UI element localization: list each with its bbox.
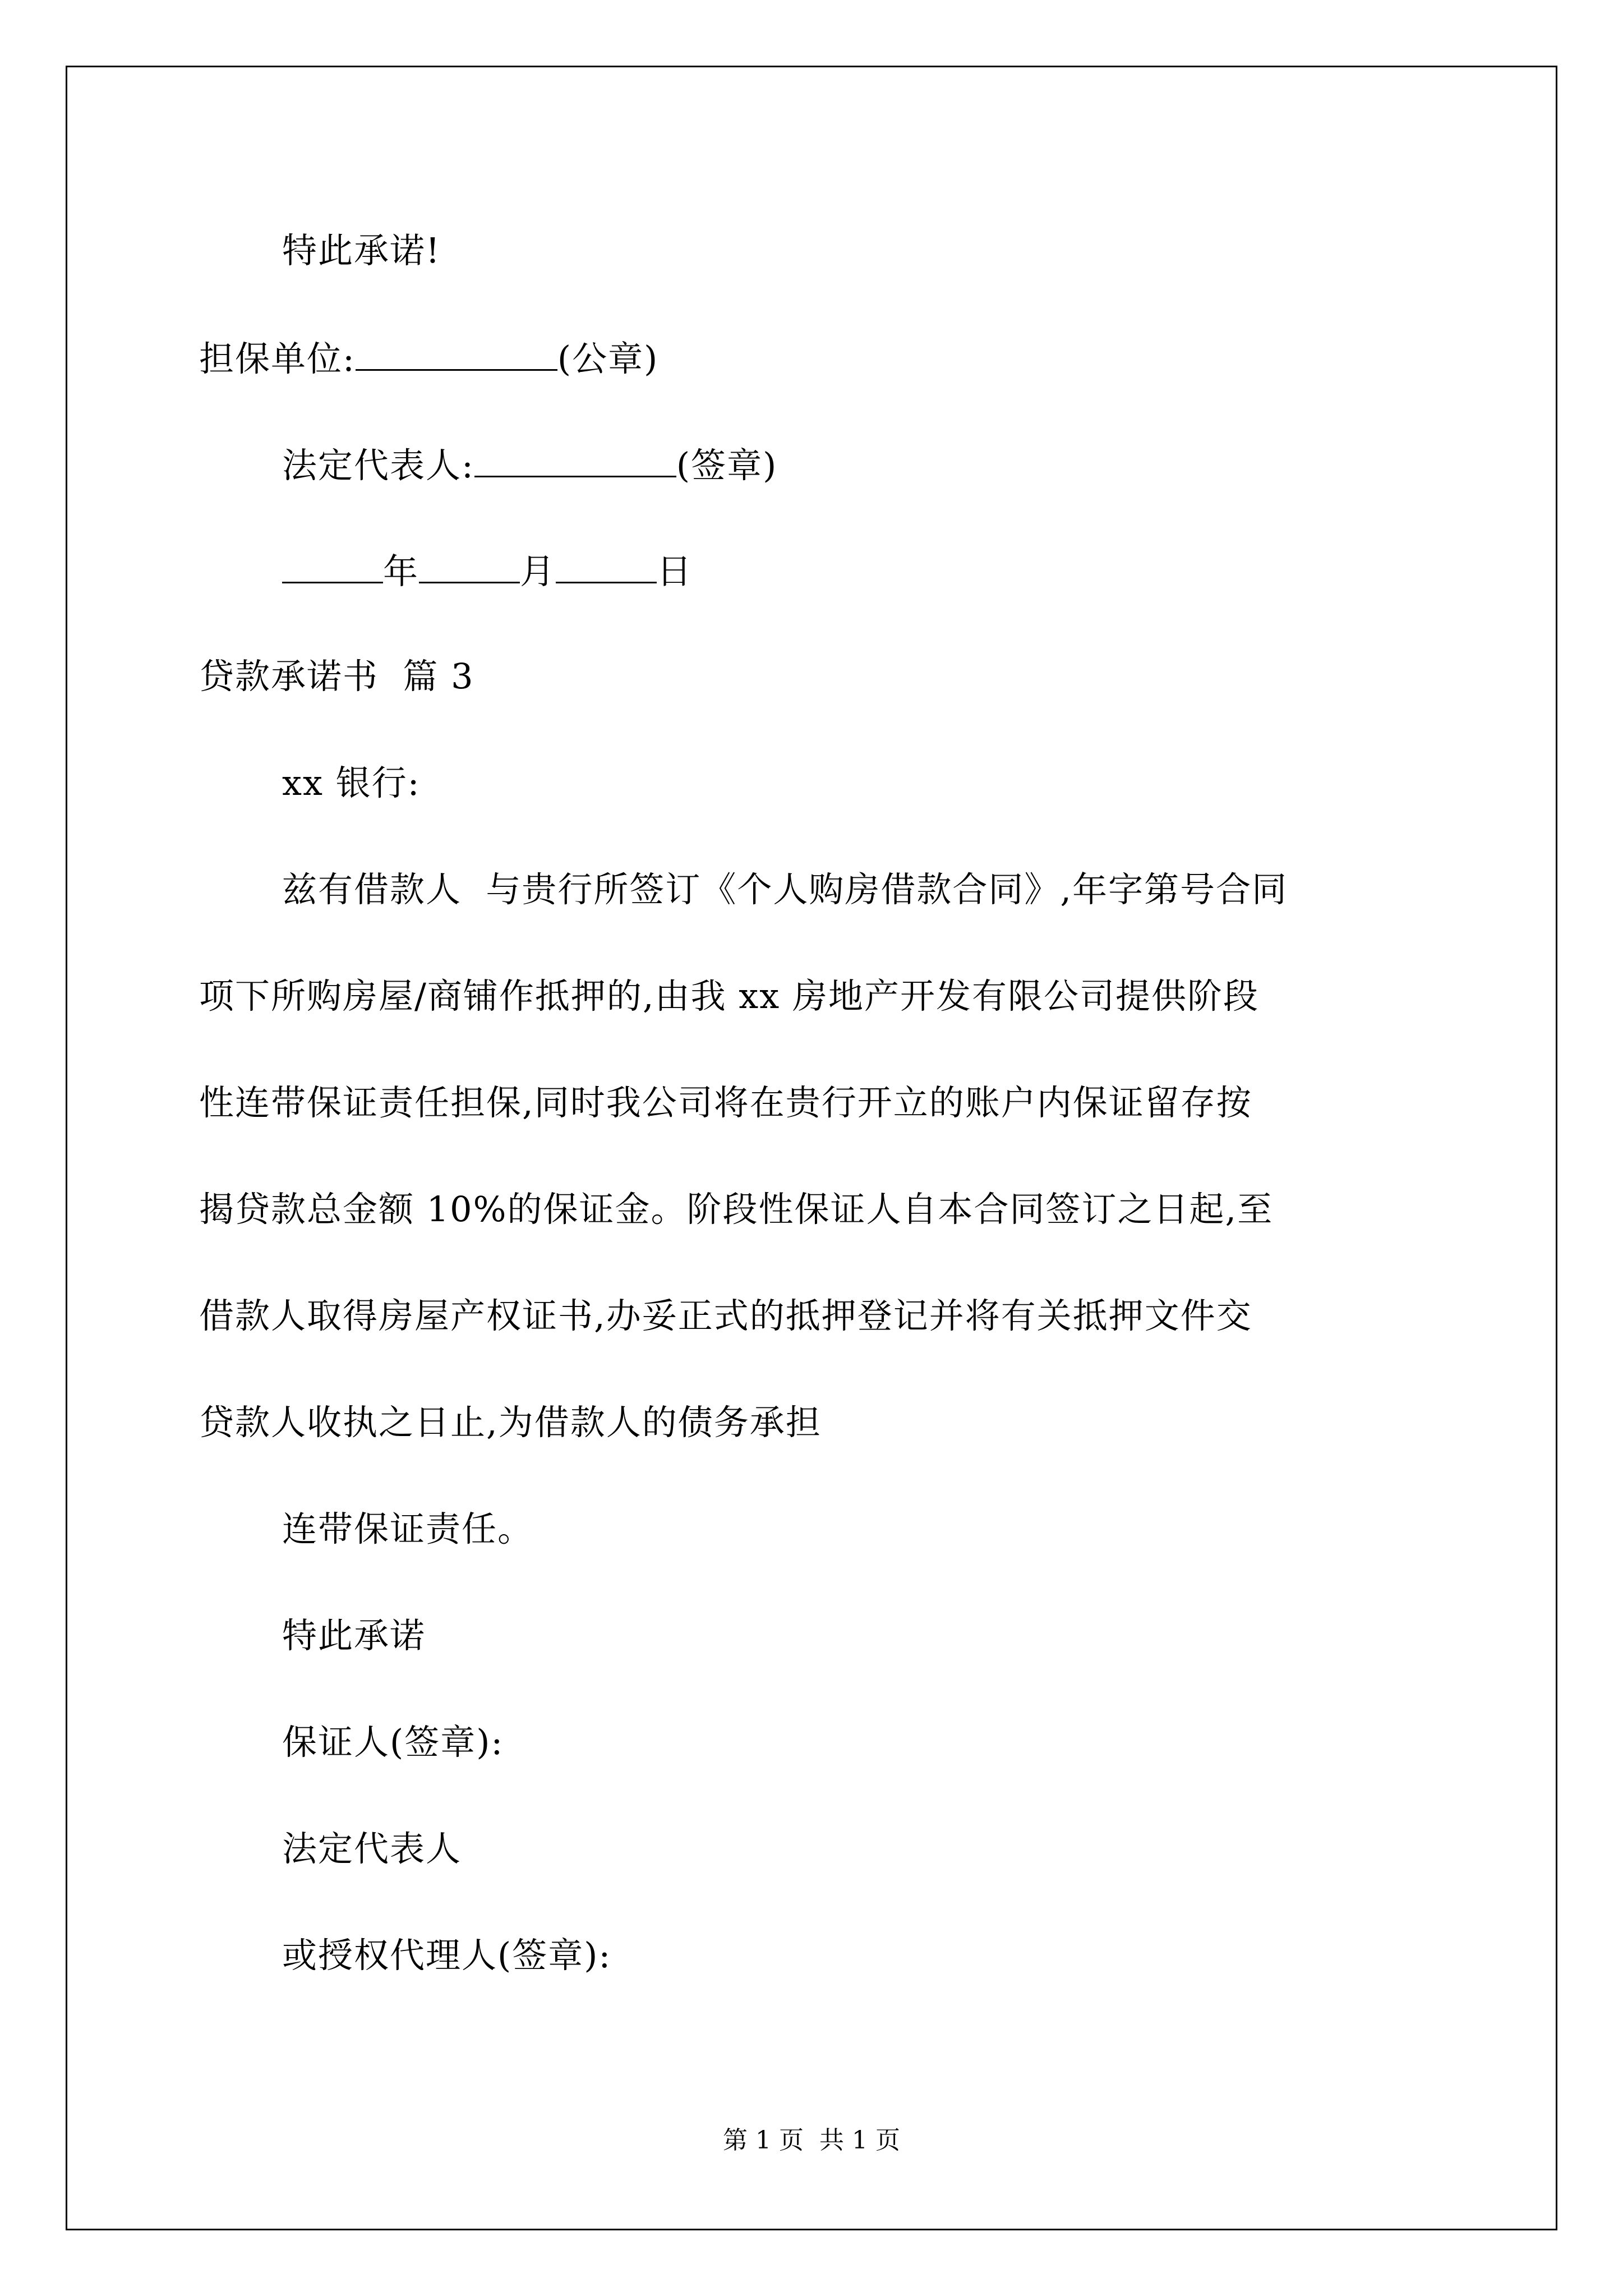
legal-rep-blank — [474, 447, 676, 477]
commitment-line-2: 特此承诺 — [282, 1615, 426, 1656]
day-label: 日 — [657, 551, 693, 592]
page-border — [66, 66, 1557, 2230]
body-line: 揭贷款总金额 10%的保证金。阶段性保证人自本合同签订之日起,至 — [199, 1189, 1274, 1230]
legal-rep-suffix: (签章) — [676, 445, 778, 486]
addressee: xx 银行: — [282, 762, 421, 803]
guarantor-unit-blank — [356, 340, 557, 371]
guarantor-unit-line — [199, 338, 659, 379]
guarantor-unit-suffix: (公章) — [557, 338, 659, 379]
body-line: 兹有借款人 与贵行所签订《个人购房借款合同》,年字第号合同 — [282, 869, 1288, 910]
authorized-agent-line: 或授权代理人(签章): — [282, 1935, 612, 1976]
guarantor-sign-line: 保证人(签章): — [282, 1722, 504, 1763]
legal-rep-line-2: 法定代表人 — [282, 1828, 462, 1869]
body-line: 贷款人收执之日止,为借款人的债务承担 — [199, 1402, 822, 1443]
year-blank — [282, 553, 383, 583]
month-label: 月 — [520, 551, 556, 592]
legal-rep-label: 法定代表人: — [282, 445, 474, 486]
page-footer: 第 1 页 共 1 页 — [723, 2126, 900, 2155]
body-line: 性连带保证责任担保,同时我公司将在贵行开立的账户内保证留存按 — [199, 1082, 1252, 1123]
body-line: 项下所购房屋/商铺作抵押的,由我 xx 房地产开发有限公司提供阶段 — [199, 976, 1259, 1016]
body-line: 借款人取得房屋产权证书,办妥正式的抵押登记并将有关抵押文件交 — [199, 1295, 1252, 1336]
month-blank — [419, 553, 520, 583]
guarantor-unit-label: 担保单位: — [199, 338, 356, 379]
year-label: 年 — [383, 551, 419, 592]
section-heading: 贷款承诺书 篇 3 — [199, 656, 474, 697]
legal-rep-line — [282, 445, 778, 486]
joint-liability-line: 连带保证责任。 — [282, 1508, 534, 1549]
commitment-line: 特此承诺! — [282, 230, 441, 271]
day-blank — [556, 553, 657, 583]
date-line — [282, 551, 693, 592]
